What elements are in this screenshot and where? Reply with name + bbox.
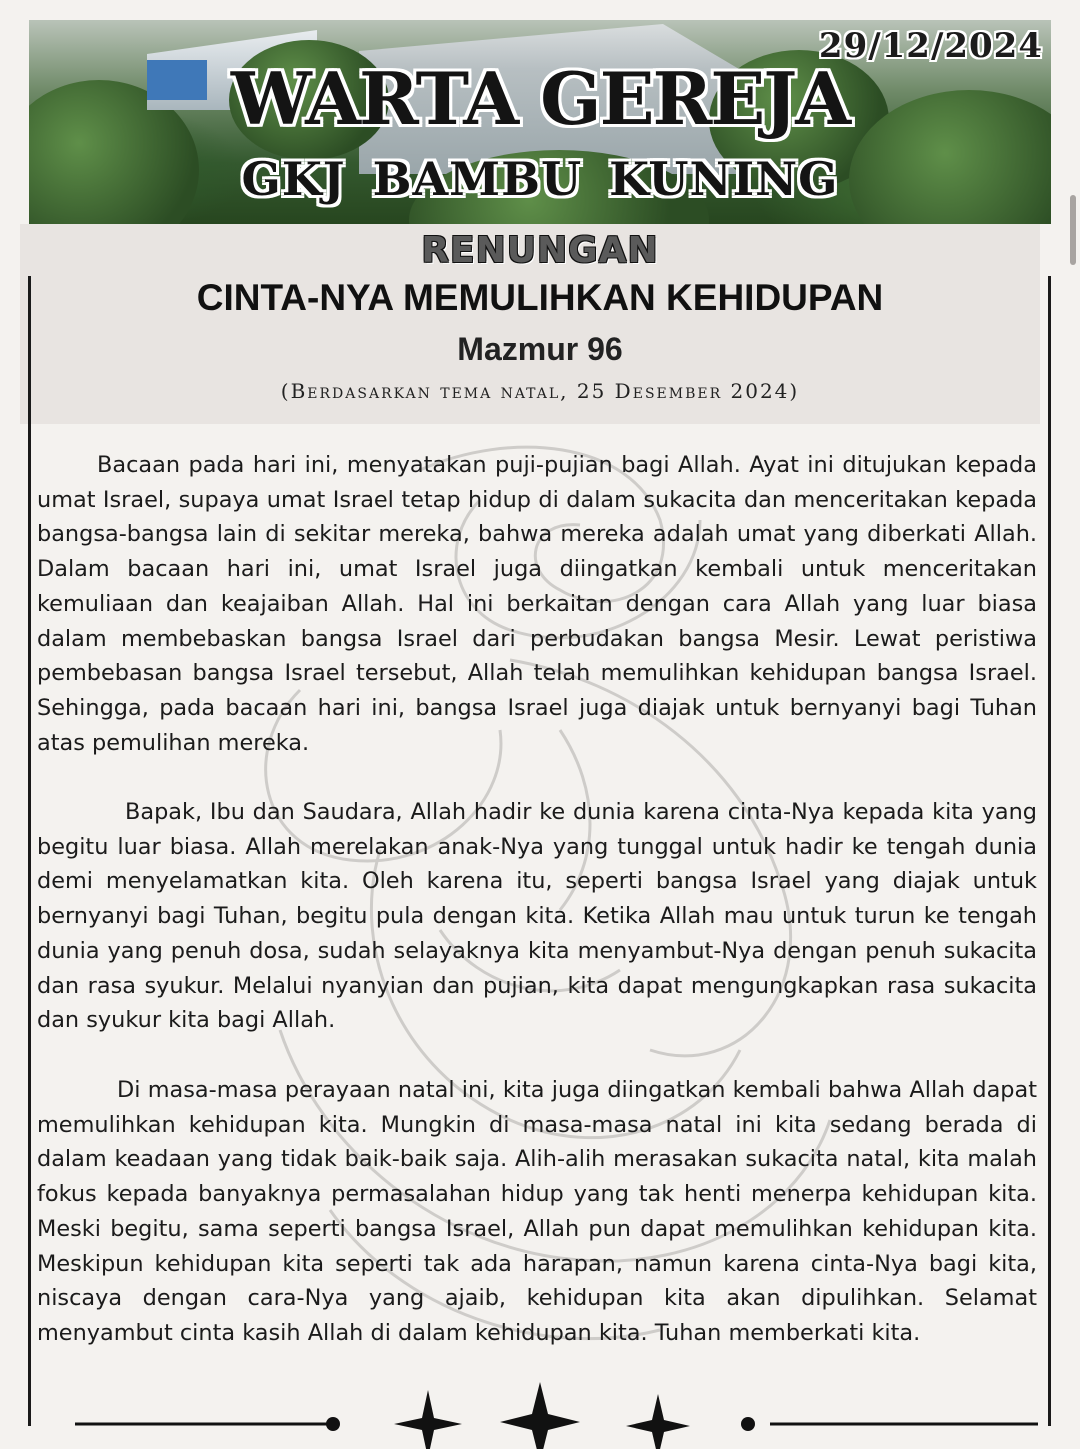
star-icon: [626, 1394, 690, 1449]
sermon-title: CINTA-NYA MEMULIHKAN KEHIDUPAN: [196, 277, 884, 318]
theme-note: (Berdasarkan tema natal, 25 Desember 2024): [280, 379, 800, 403]
divider-line-right: [770, 1417, 1050, 1431]
star-icon: [500, 1382, 580, 1449]
bulletin-title: WARTA GEREJA: [230, 56, 850, 141]
paragraph-1-text: Bacaan pada hari ini, menyatakan puji-pujian bagi Allah. Ayat ini ditujukan kepada umat Israel, supaya umat Israel tetap hidup di dalam sukacita dan menceritakan kepada bangsa-bangsa lain di sekitar mereka, bahwa mereka adalah umat yang diberkati Allah. Dalam bacaan hari ini, umat Israel juga diingatkan kembali untuk menceritakan kemuliaan dan keajaiban Allah. Hal ini berkaitan dengan cara Allah yang luar biasa dalam membebaskan bangsa Israel dari perbudakan bangsa Mesir. Lewat peristiwa pembebasan bangsa Israel tersebut, Allah telah memulihkan kehidupan bangsa Israel. Sehingga, pada bacaan hari ini, bangsa Israel juga diajak untuk bernyanyi bagi Tuhan atas pemulihan mereka.: [37, 452, 1037, 756]
star-icon: [394, 1390, 462, 1449]
paragraph-3: [37, 1073, 1037, 1351]
bulletin-date: 29/12/2024: [818, 26, 1043, 66]
right-border-line: [1048, 276, 1051, 1426]
divider-dot-right: [741, 1417, 755, 1431]
paragraph-1: [37, 448, 1037, 760]
scripture-reference: Mazmur 96: [457, 331, 623, 367]
section-label: RENUNGAN: [421, 230, 659, 271]
paragraph-2-text: Bapak, Ibu dan Saudara, Allah hadir ke dunia karena cinta-Nya kepada kita yang begitu luar biasa. Allah merelakan anak-Nya yang tunggal untuk hadir ke tengah dunia demi menyelamatkan kita. Oleh karena itu, seperti bangsa Israel yang diajak untuk bernyanyi bagi Tuhan, begitu pula dengan kita. Ketika Allah mau untuk turun ke tengah dunia yang penuh dosa, sudah selayaknya kita menyambut-Nya dengan penuh sukacita dan rasa syukur. Melalui nyanyian dan pujian, kita dapat mengungkapkan rasa sukacita dan syukur kita bagi Allah.: [37, 799, 1037, 1034]
star-divider: [70, 1382, 770, 1449]
paragraph-2: [37, 795, 1037, 1038]
left-border-line: [28, 276, 31, 1426]
paragraph-3-text: Di masa-masa perayaan natal ini, kita juga diingatkan kembali bahwa Allah dapat memulihkan kehidupan kita. Mungkin di masa-masa natal ini kita sedang berada di dalam keadaan yang tidak baik-baik saja. Alih-alih merasakan sukacita natal, kita malah fokus kepada banyaknya permasalahan hidup yang tak henti menerpa kehidupan kita. Meski begitu, sama seperti bangsa Israel, Allah pun dapat memulihkan kehidupan kita. Meskipun kehidupan kita seperti tak ada harapan, namun karena cinta-Nya bagi kita, niscaya dengan cara-Nya yang ajaib, kehidupan kita akan dipulihkan. Selamat menyambut cinta kasih Allah di dalam kehidupan kita. Tuhan memberkati kita.: [37, 1077, 1037, 1346]
header-banner: [29, 20, 1051, 224]
church-name: GKJ BAMBU KUNING: [241, 152, 839, 206]
divider-dot-left: [326, 1417, 340, 1431]
